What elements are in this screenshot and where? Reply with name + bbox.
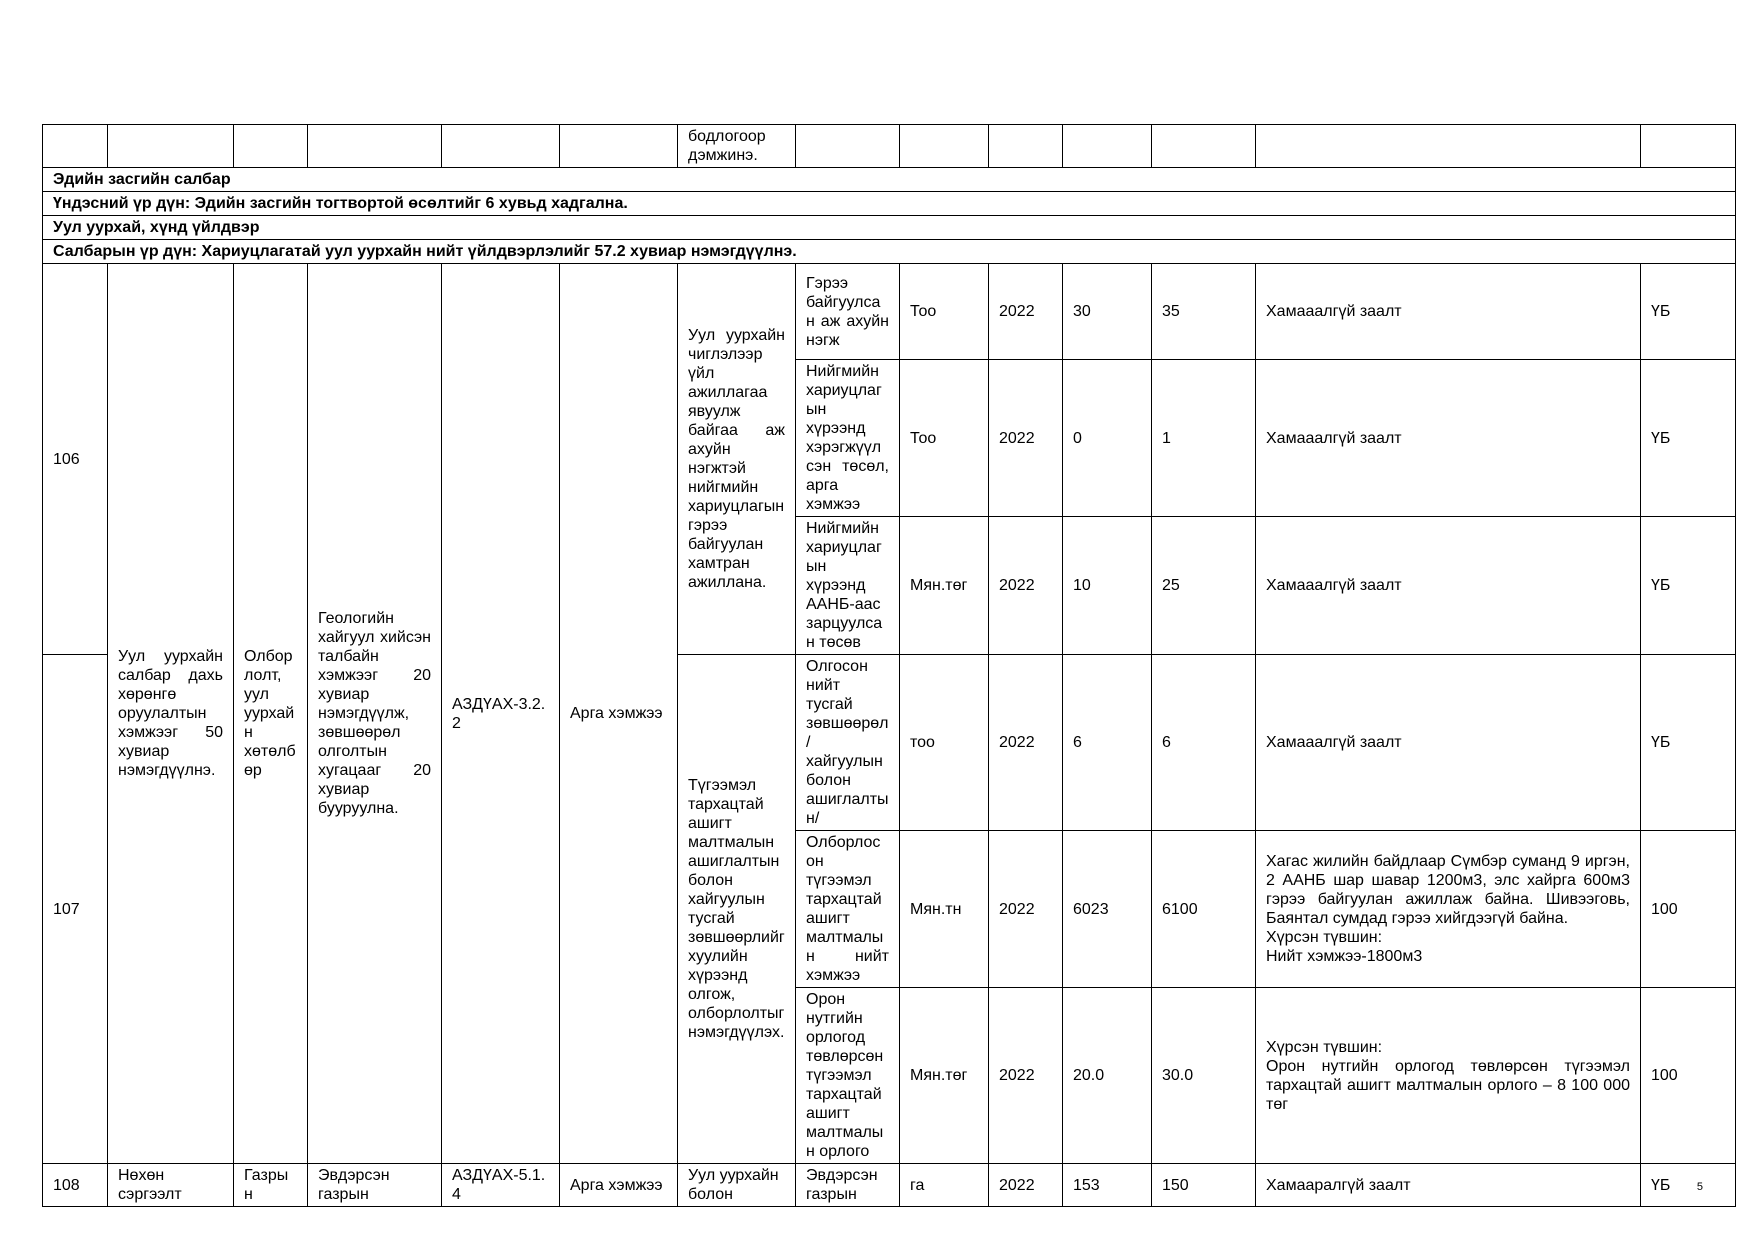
unit-cell: Тоо bbox=[900, 264, 989, 360]
note-cell: Хамааалгүй заалт bbox=[1256, 655, 1641, 831]
year-cell: 2022 bbox=[989, 988, 1063, 1164]
note-cell: Хүрсэн түвшин: Орон нутгийн орлогод төвлөрсөн түгээмэл тархацтай ашигт малтмалын орлого – 8 100 000 төг bbox=[1256, 988, 1641, 1164]
target-cell: 25 bbox=[1152, 517, 1256, 655]
year-cell: 2022 bbox=[989, 831, 1063, 988]
action-cell: Уул уурхайн чиглэлээр үйл ажиллагаа явуулж байгаа аж ахуйн нэгжтэй нийгмийн хариуцлагын гэрээ байгуулан хамтран ажиллана. bbox=[678, 264, 796, 655]
continued-action-text: бодлогоор дэмжинэ. bbox=[678, 125, 796, 168]
baseline-cell: 153 bbox=[1063, 1164, 1152, 1207]
target-cell: 6 bbox=[1152, 655, 1256, 831]
indicator-cell: Олборлосон түгээмэл тархацтай ашигт малтмалын нийт хэмжээ bbox=[796, 831, 900, 988]
indicator-cell: Эвдэрсэн газрын bbox=[796, 1164, 900, 1207]
goal-cell: Уул уурхайн салбар дахь хөрөнгө оруулалтын хэмжээг 50 хувиар нэмэгдүүлнэ. bbox=[108, 264, 234, 1164]
report-table bbox=[42, 124, 1736, 1207]
indicator-cell: Нийгмийн хариуцлагын хүрээнд хэрэгжүүлсэн төсөл, арга хэмжээ bbox=[796, 360, 900, 517]
type-cell: Арга хэмжээ bbox=[560, 264, 678, 1164]
baseline-cell: 20.0 bbox=[1063, 988, 1152, 1164]
note-cell: Хагас жилийн байдлаар Сүмбэр суманд 9 иргэн, 2 ААНБ шар шавар 1200м3, элс хайрга 600м3 гэрээ байгуулан ажиллаж байна. Шивээговь, Баянтал сумдад гэрээ хийгдээгүй байна. Хүрсэн түвшин: Нийт хэмжээ-1800м3 bbox=[1256, 831, 1641, 988]
score-cell: ҮБ bbox=[1641, 360, 1736, 517]
year-cell: 2022 bbox=[989, 264, 1063, 360]
baseline-cell: 10 bbox=[1063, 517, 1152, 655]
heading-row bbox=[43, 240, 1736, 264]
year-cell: 2022 bbox=[989, 655, 1063, 831]
unit-cell: тоо bbox=[900, 655, 989, 831]
objective-cell: Эвдэрсэн газрын bbox=[308, 1164, 442, 1207]
continuation-row bbox=[43, 125, 1736, 168]
baseline-cell: 30 bbox=[1063, 264, 1152, 360]
table-row bbox=[43, 264, 1736, 360]
score-cell: ҮБ bbox=[1641, 517, 1736, 655]
year-cell: 2022 bbox=[989, 1164, 1063, 1207]
baseline-cell: 6023 bbox=[1063, 831, 1152, 988]
goal-cell: Нөхөн сэргээлт bbox=[108, 1164, 234, 1207]
action-cell: Уул уурхайн болон bbox=[678, 1164, 796, 1207]
indicator-cell: Олгосон нийт тусгай зөвшөөрөл/ хайгуулын болон ашиглалтын/ bbox=[796, 655, 900, 831]
note-cell: Хамааалгүй заалт bbox=[1256, 264, 1641, 360]
type-cell: Арга хэмжээ bbox=[560, 1164, 678, 1207]
heading-row bbox=[43, 216, 1736, 240]
objective-cell: Геологийн хайгуул хийсэн талбайн хэмжээг 20 хувиар нэмэгдүүлж, зөвшөөрөл олголтын хугацааг 20 хувиар бууруулна. bbox=[308, 264, 442, 1164]
unit-cell: Мян.төг bbox=[900, 517, 989, 655]
core-result-heading: Үндэсний үр дүн: Эдийн засгийн тогтвортой өсөлтийг 6 хувьд хадгална. bbox=[43, 192, 1736, 216]
program-cell: Олборлолт, уул уурхайн хөтөлбөр bbox=[234, 264, 308, 1164]
indicator-cell: Орон нутгийн орлогод төвлөрсөн түгээмэл тархацтай ашигт малтмалын орлого bbox=[796, 988, 900, 1164]
unit-cell: Мян.тн bbox=[900, 831, 989, 988]
unit-cell: га bbox=[900, 1164, 989, 1207]
action-cell: Түгээмэл тархацтай ашигт малтмалын ашиглалтын болон хайгуулын тусгай зөвшөөрлийг хуулийн хүрээнд олгож, олборлолтыг нэмэгдүүлэх. bbox=[678, 655, 796, 1164]
heading-row bbox=[43, 168, 1736, 192]
score-cell: ҮБ bbox=[1641, 264, 1736, 360]
table-row bbox=[43, 1164, 1736, 1207]
indicator-cell: Нийгмийн хариуцлагын хүрээнд ААНБ-аас зарцуулсан төсөв bbox=[796, 517, 900, 655]
target-cell: 1 bbox=[1152, 360, 1256, 517]
row-number: 106 bbox=[43, 264, 108, 655]
sector-heading: Эдийн засгийн салбар bbox=[43, 168, 1736, 192]
baseline-cell: 0 bbox=[1063, 360, 1152, 517]
score-cell: ҮБ bbox=[1641, 655, 1736, 831]
heading-row bbox=[43, 192, 1736, 216]
target-cell: 6100 bbox=[1152, 831, 1256, 988]
subsector-heading: Уул уурхай, хүнд үйлдвэр bbox=[43, 216, 1736, 240]
note-cell: Хамааралгүй заалт bbox=[1256, 1164, 1641, 1207]
score-cell: ҮБ bbox=[1641, 1164, 1736, 1207]
row-number: 108 bbox=[43, 1164, 108, 1207]
target-cell: 35 bbox=[1152, 264, 1256, 360]
year-cell: 2022 bbox=[989, 517, 1063, 655]
note-cell: Хамааалгүй заалт bbox=[1256, 517, 1641, 655]
score-cell: 100 bbox=[1641, 988, 1736, 1164]
page-number: 5 bbox=[1696, 1181, 1703, 1193]
program-cell: Газрын bbox=[234, 1164, 308, 1207]
code-cell: АЗДҮАХ-5.1.4 bbox=[442, 1164, 560, 1207]
baseline-cell: 6 bbox=[1063, 655, 1152, 831]
row-number: 107 bbox=[43, 655, 108, 1164]
note-cell: Хамааалгүй заалт bbox=[1256, 360, 1641, 517]
sector-result-heading: Салбарын үр дүн: Хариуцлагатай уул уурхайн нийт үйлдвэрлэлийг 57.2 хувиар нэмэгдүүлнэ. bbox=[43, 240, 1736, 264]
unit-cell: Тоо bbox=[900, 360, 989, 517]
unit-cell: Мян.төг bbox=[900, 988, 989, 1164]
target-cell: 30.0 bbox=[1152, 988, 1256, 1164]
year-cell: 2022 bbox=[989, 360, 1063, 517]
indicator-cell: Гэрээ байгуулсан аж ахуйн нэгж bbox=[796, 264, 900, 360]
score-cell: 100 bbox=[1641, 831, 1736, 988]
code-cell: АЗДҮАХ-3.2.2 bbox=[442, 264, 560, 1164]
target-cell: 150 bbox=[1152, 1164, 1256, 1207]
